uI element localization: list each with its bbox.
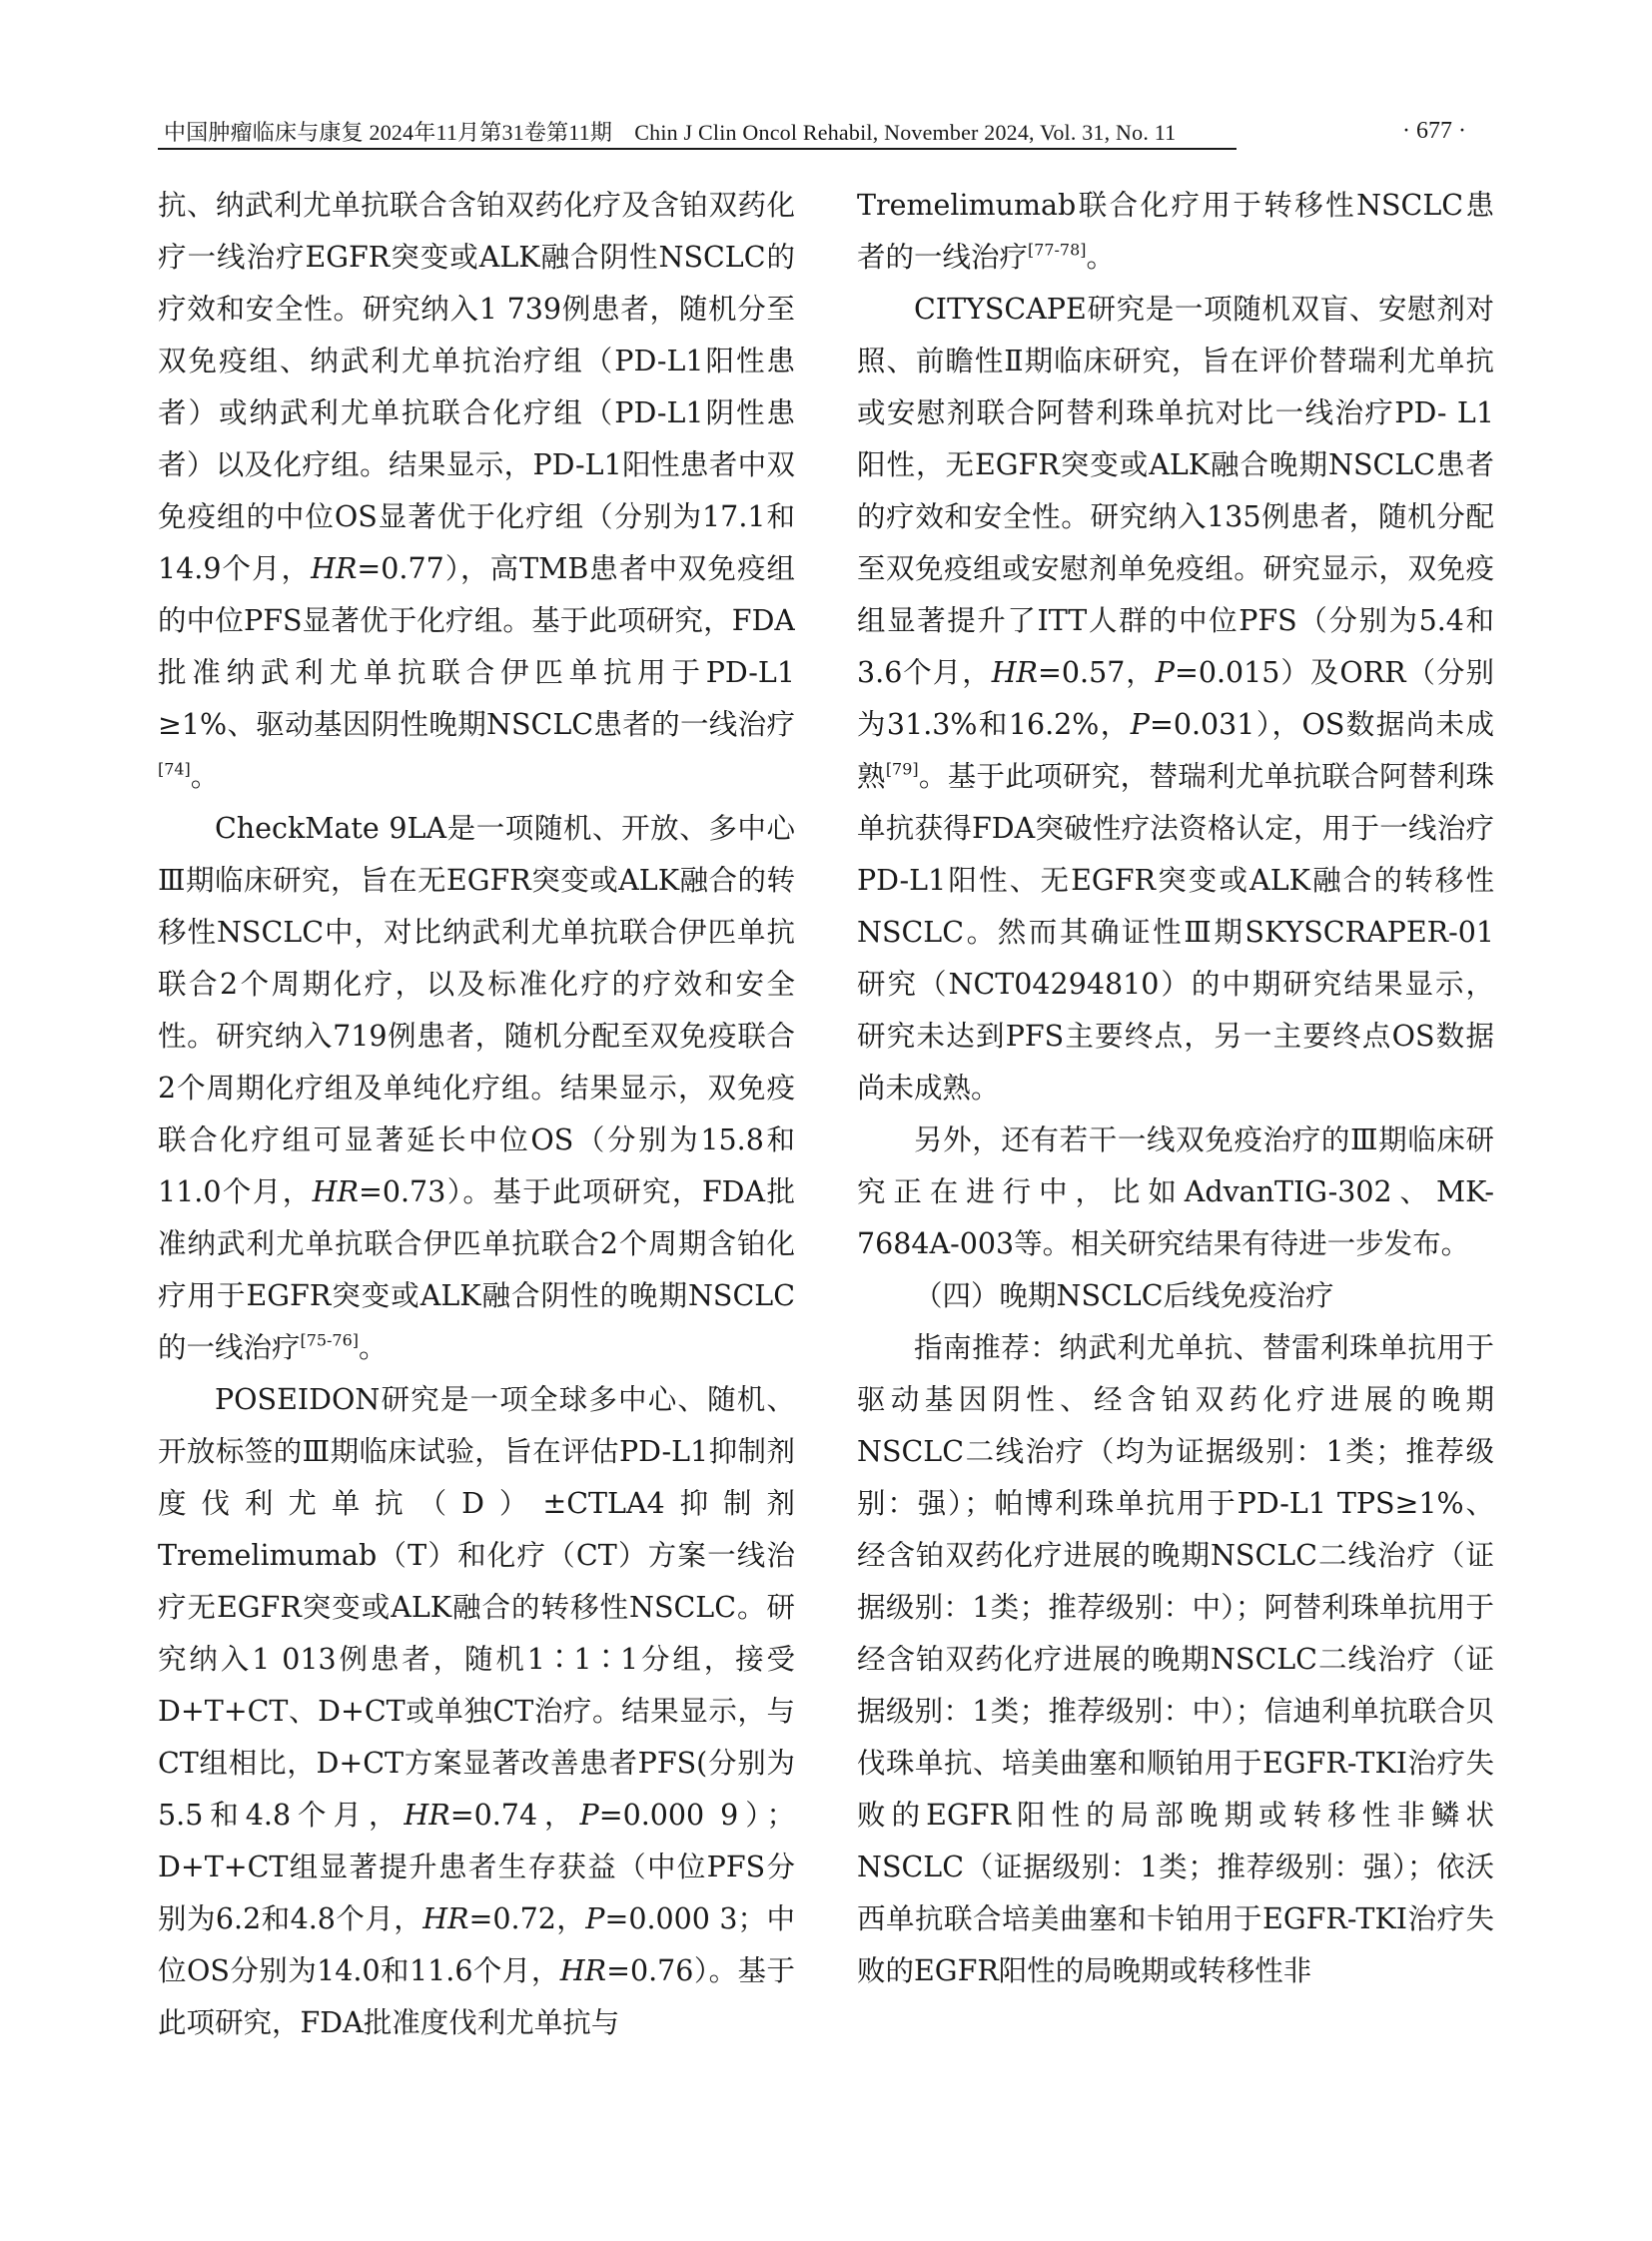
text-run: =0.76）。基于此项研究，FDA批准度伐利尤单抗与 [158, 1954, 795, 2039]
text-run: =0.72， [468, 1902, 586, 1935]
text-run: =0.74， [449, 1799, 580, 1832]
text-run: （四）晚期NSCLC后线免疫治疗 [914, 1279, 1334, 1312]
italic-symbol: P [585, 1902, 605, 1935]
journal-citation-line: 中国肿瘤临床与康复 2024年11月第31卷第11期 Chin J Clin Oncol Rehabil, November 2024, Vol. 31, No. 11 [164, 120, 1177, 145]
citation-reference: [79] [885, 759, 919, 779]
italic-symbol: P [1130, 708, 1150, 741]
italic-symbol: P [579, 1799, 599, 1832]
text-run: CITYSCAPE研究是一项随机双盲、安慰剂对照、前瞻性Ⅱ期临床研究，旨在评价替瑞利尤单抗或安慰剂联合阿替利珠单抗对比一线治疗PD- L1阳性，无EGFR突变或ALK融合晚期NSCLC患者的疗效和安全性。研究纳入135例患者，随机分配至双免疫组或安慰剂单免疫组。研究显示，双免疫组显著提升了ITT人群的中位PFS（分别为5.4和3.6个月， [857, 293, 1494, 689]
text-run: 。 [1086, 241, 1115, 274]
italic-symbol: HR [404, 1799, 450, 1832]
text-run: =0.77），高TMB患者中双免疫组的中位PFS显著优于化疗组。基于此项研究，FDA批准纳武利尤单抗联合伊匹单抗用于PD-L1 ≥1%、驱动基因阴性晚期NSCLC患者的一线治疗 [158, 552, 795, 741]
text-run: 。基于此项研究，替瑞利尤单抗联合阿替利珠单抗获得FDA突破性疗法资格认定，用于一线治疗PD-L1阳性、无EGFR突变或ALK融合的转移性NSCLC。然而其确证性Ⅲ期SKYSCRAPER-01研究（NCT04294810）的中期研究结果显示，研究未达到PFS主要终点，另一主要终点OS数据尚未成熟。 [857, 760, 1494, 1105]
text-run: POSEIDON研究是一项全球多中心、随机、开放标签的Ⅲ期临床试验，旨在评估PD-L1抑制剂度伐利尤单抗（D）±CTLA4抑制剂Tremelimumab（T）和化疗（CT）方案一线治疗无EGFR突变或ALK融合的转移性NSCLC。研究纳入1 013例患者，随机1∶1∶1分组，接受D+T+CT、D+CT或单独CT治疗。结果显示，与CT组相比，D+CT方案显著改善患者PFS(分别为5.5和4.8个月， [158, 1383, 795, 1832]
text-run: =0.73）。基于此项研究，FDA批准纳武利尤单抗联合伊匹单抗联合2个周期含铂化疗用于EGFR突变或ALK融合阴性的晚期NSCLC的一线治疗 [158, 1175, 795, 1364]
paragraph [857, 180, 1494, 284]
italic-symbol: HR [559, 1954, 607, 1987]
text-run: =0.015）及ORR（分别为31.3%和16.2%， [857, 656, 1494, 741]
paragraph [158, 180, 795, 803]
citation-reference: [75-76] [300, 1330, 359, 1350]
text-run: 另外，还有若干一线双免疫治疗的Ⅲ期临床研究正在进行中，比如AdvanTIG-302、MK-7684A-003等。相关研究结果有待进一步发布。 [857, 1123, 1494, 1260]
header-rule [158, 148, 1237, 150]
italic-symbol: P [1155, 656, 1175, 689]
text-run: CheckMate 9LA是一项随机、开放、多中心Ⅲ期临床研究，旨在无EGFR突变或ALK融合的转移性NSCLC中，对比纳武利尤单抗联合伊匹单抗联合2个周期化疗，以及标准化疗的疗效和安全性。研究纳入719例患者，随机分配至双免疫联合2个周期化疗组及单纯化疗组。结果显示，双免疫联合化疗组可显著延长中位OS（分别为15.8和11.0个月， [158, 812, 795, 1208]
text-run: =0.000 3；中位OS分别为14.0和11.6个月， [158, 1902, 795, 1987]
text-run: =0.57， [1038, 656, 1156, 689]
page-number: · 677 · [1402, 118, 1466, 144]
italic-symbol: HR [991, 656, 1038, 689]
paragraph [158, 1374, 795, 2049]
left-column [158, 180, 795, 2049]
right-column [857, 180, 1494, 1997]
text-run: 指南推荐：纳武利尤单抗、替雷利珠单抗用于驱动基因阴性、经含铂双药化疗进展的晚期NSCLC二线治疗（均为证据级别：1类；推荐级别：强）；帕博利珠单抗用于PD-L1 TPS≥1%、经含铂双药化疗进展的晚期NSCLC二线治疗（证据级别：1类；推荐级别：中）；阿替利珠单抗用于经含铂双药化疗进展的晚期NSCLC二线治疗（证据级别：1类；推荐级别：中）；信迪利单抗联合贝伐珠单抗、培美曲塞和顺铂用于EGFR-TKI治疗失败的EGFR阳性的局部晚期或转移性非鳞状NSCLC（证据级别：1类；推荐级别：强）；依沃西单抗联合培美曲塞和卡铂用于EGFR-TKI治疗失败的EGFR阳性的局晚期或转移性非 [857, 1331, 1494, 1987]
text-run: 。 [190, 760, 220, 793]
paragraph [857, 1115, 1494, 1270]
section-heading [857, 1270, 1494, 1322]
italic-symbol: HR [312, 1175, 359, 1208]
paragraph [857, 1322, 1494, 1997]
italic-symbol: HR [422, 1902, 469, 1935]
text-run: 。 [358, 1331, 388, 1364]
running-header [158, 112, 1472, 152]
text-run: 抗、纳武利尤单抗联合含铂双药化疗及含铂双药化疗一线治疗EGFR突变或ALK融合阴性NSCLC的疗效和安全性。研究纳入1 739例患者，随机分至双免疫组、纳武利尤单抗治疗组（PD-L1阳性患者）或纳武利尤单抗联合化疗组（PD-L1阴性患者）以及化疗组。结果显示，PD-L1阳性患者中双免疫组的中位OS显著优于化疗组（分别为17.1和14.9个月， [158, 189, 795, 585]
italic-symbol: HR [311, 552, 358, 585]
text-run: Tremelimumab联合化疗用于转移性NSCLC患者的一线治疗 [857, 189, 1494, 274]
paragraph [857, 284, 1494, 1115]
text-run: =0.031），OS数据尚未成熟 [857, 708, 1494, 793]
citation-reference: [77-78] [1028, 240, 1087, 260]
text-run: =0.000 9）；D+T+CT组显著提升患者生存获益（中位PFS分别为6.2和4.8个月， [158, 1799, 795, 1935]
citation-reference: [74] [158, 759, 191, 779]
paragraph [158, 803, 795, 1374]
